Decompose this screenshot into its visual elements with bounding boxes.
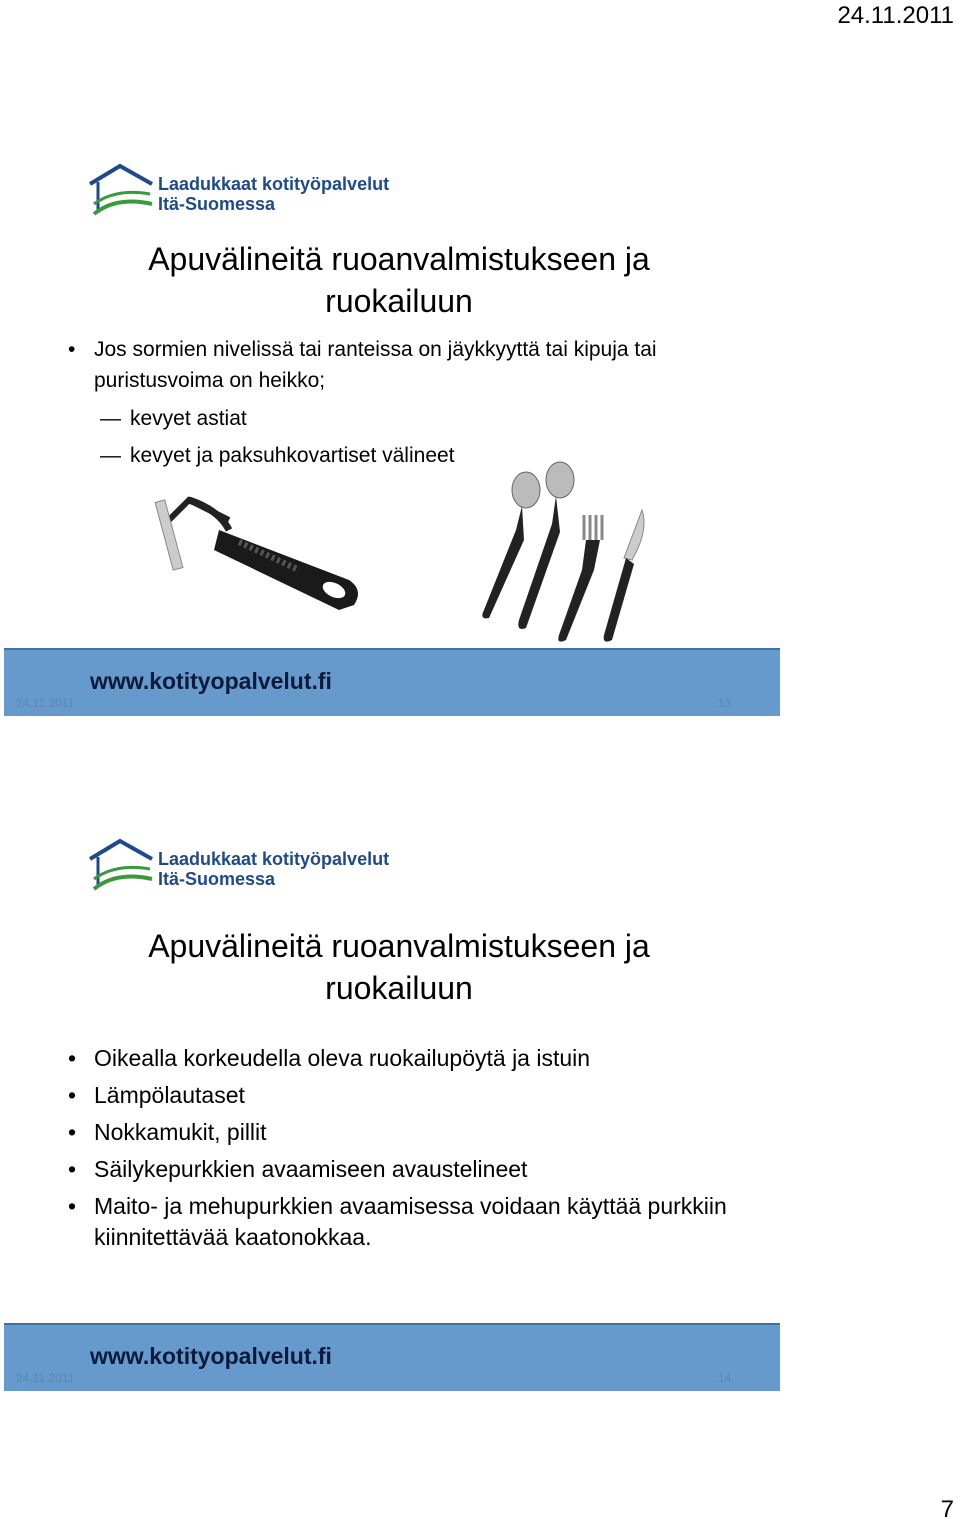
page-number: 7 bbox=[940, 1496, 954, 1523]
footer-date: 24.11.2011 bbox=[16, 1371, 75, 1385]
bullet-list bbox=[64, 1043, 744, 1259]
bullet-icon: • bbox=[68, 1119, 77, 1145]
slide-footer bbox=[4, 1323, 780, 1391]
slide-number: 13 bbox=[718, 696, 732, 710]
logo-text-line1: Laadukkaat kotityöpalvelut bbox=[158, 174, 390, 194]
list-item: • Oikealla korkeudella oleva ruokailupöytä ja istuin bbox=[64, 1043, 744, 1074]
peeler-image bbox=[149, 490, 369, 620]
bullet-icon: • bbox=[68, 1156, 77, 1182]
logo-text-line2: Itä-Suomessa bbox=[158, 869, 276, 889]
sub-list bbox=[100, 400, 455, 474]
house-logo-icon bbox=[86, 835, 156, 895]
slide-footer bbox=[4, 648, 780, 716]
dash-icon: — bbox=[100, 444, 121, 467]
cutlery-image bbox=[464, 460, 659, 645]
list-item: • Jos sormien nivelissä tai ranteissa on jäykkyyttä tai kipuja tai puristusvoima on heikko; bbox=[64, 334, 714, 396]
list-item: • Lämpölautaset bbox=[64, 1080, 744, 1111]
slide-title: Apuvälineitä ruoanvalmistukseen ja ruokailuun bbox=[148, 928, 650, 1006]
footer-url: www.kotityopalvelut.fi bbox=[90, 668, 332, 694]
list-item: • Säilykepurkkien avaamiseen avaustelineet bbox=[64, 1154, 744, 1185]
logo-text-line2: Itä-Suomessa bbox=[158, 194, 276, 214]
house-logo-icon bbox=[86, 160, 156, 220]
list-item: • Nokkamukit, pillit bbox=[64, 1117, 744, 1148]
list-item: — kevyet ja paksuhkovartiset välineet bbox=[100, 437, 455, 474]
list-item: — kevyet astiat bbox=[100, 400, 455, 437]
slide-13 bbox=[4, 150, 780, 716]
list-item: • Maito- ja mehupurkkien avaamisessa voidaan käyttää purkkiin kiinnitettävää kaatonokkaa. bbox=[68, 1193, 727, 1250]
dash-icon: — bbox=[100, 407, 121, 430]
bullet-icon: • bbox=[68, 1193, 77, 1219]
logo-text-line1: Laadukkaat kotityöpalvelut bbox=[158, 849, 390, 869]
company-logo bbox=[86, 160, 426, 222]
cutlery-icon bbox=[464, 460, 659, 645]
slide-14 bbox=[4, 825, 780, 1391]
page-date: 24.11.2011 bbox=[837, 2, 954, 29]
peeler-icon bbox=[149, 490, 369, 620]
slide-number: 14 bbox=[718, 1371, 732, 1385]
slide-title: Apuvälineitä ruoanvalmistukseen ja ruokailuun bbox=[148, 241, 650, 319]
bullet-icon: • bbox=[68, 338, 76, 361]
company-logo bbox=[86, 835, 426, 897]
footer-date: 24.11.2011 bbox=[16, 696, 75, 710]
bullet-icon: • bbox=[68, 1045, 77, 1071]
bullet-list bbox=[64, 334, 714, 396]
footer-url: www.kotityopalvelut.fi bbox=[90, 1343, 332, 1369]
bullet-icon: • bbox=[68, 1082, 77, 1108]
